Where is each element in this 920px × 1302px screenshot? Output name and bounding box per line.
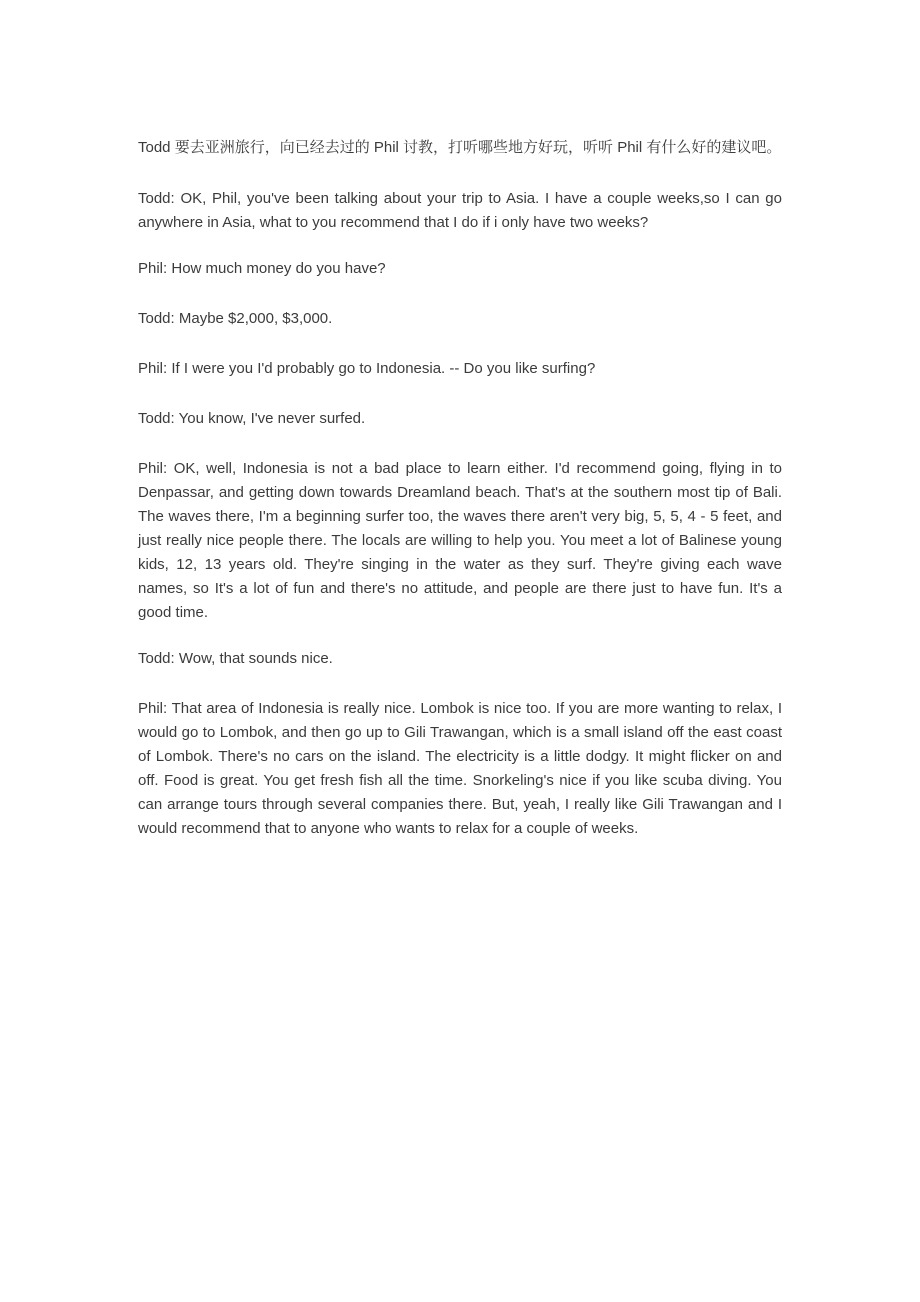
dialogue-text: Wow, that sounds nice. xyxy=(174,650,333,667)
dialogue-paragraph xyxy=(138,307,782,331)
speaker-label: Phil: xyxy=(138,360,168,377)
dialogue-paragraph xyxy=(138,457,787,625)
dialogue-paragraph xyxy=(138,357,782,381)
dialogue-text: How much money do you have? xyxy=(167,260,386,277)
dialogue-paragraph xyxy=(138,257,782,281)
speaker-label: Todd: xyxy=(138,650,175,667)
intro-paragraph: Todd 要去亚洲旅行，向已经去过的 Phil 讨教，打听哪些地方好玩，听听 Phil 有什么好的建议吧。 xyxy=(138,139,782,156)
dialogue-paragraph xyxy=(138,407,782,431)
dialogue-text: OK, well, Indonesia is not a bad place to learn either. I'd recommend going, flying in to Denpassar, and getting down towards Dreamland beach. That's at the southern most tip of Bali. The waves there, I'm a beginning surfer too, the waves there aren't very big, 5, 5, 4 - 5 feet, and just really nice people there. The locals are willing to help you. You meet a lot of Balinese young kids, 12, 13 years old. They're singing in the water as they surf. They're giving each wave names, so It's a lot of fun and there's no attitude, and people are there just to have fun. It's a good time. xyxy=(138,460,787,621)
speaker-label: Todd: xyxy=(138,310,175,327)
dialogue-paragraph xyxy=(138,697,787,841)
speaker-label: Todd: xyxy=(138,190,175,207)
speaker-label: Phil: xyxy=(138,260,168,277)
dialogue-text: OK, Phil, you've been talking about your trip to Asia. I have a couple weeks,so I can go anywhere in Asia, what to you recommend that I do if i only have two weeks? xyxy=(138,190,787,231)
speaker-label: Phil: xyxy=(138,460,168,477)
dialogue-paragraph xyxy=(138,647,782,671)
dialogue-text: Maybe $2,000, $3,000. xyxy=(174,310,333,327)
dialogue-text: If I were you I'd probably go to Indonesia. -- Do you like surfing? xyxy=(167,360,596,377)
speaker-label: Phil: xyxy=(138,700,168,717)
dialogue-text: That area of Indonesia is really nice. Lombok is nice too. If you are more wanting to relax, I would go to Lombok, and then go up to Gili Trawangan, which is a small island off the east coast of Lombok. There's no cars on the island. The electricity is a little dodgy. It might flicker on and off. Food is great. You get fresh fish all the time. Snorkeling's nice if you like scuba diving. You can arrange tours through several companies there. But, yeah, I really like Gili Trawangan and I would recommend that to anyone who wants to relax for a couple of weeks. xyxy=(138,700,787,837)
speaker-label: Todd: xyxy=(138,410,175,427)
dialogue-text: You know, I've never surfed. xyxy=(174,410,366,427)
dialogue-paragraph xyxy=(138,187,787,235)
